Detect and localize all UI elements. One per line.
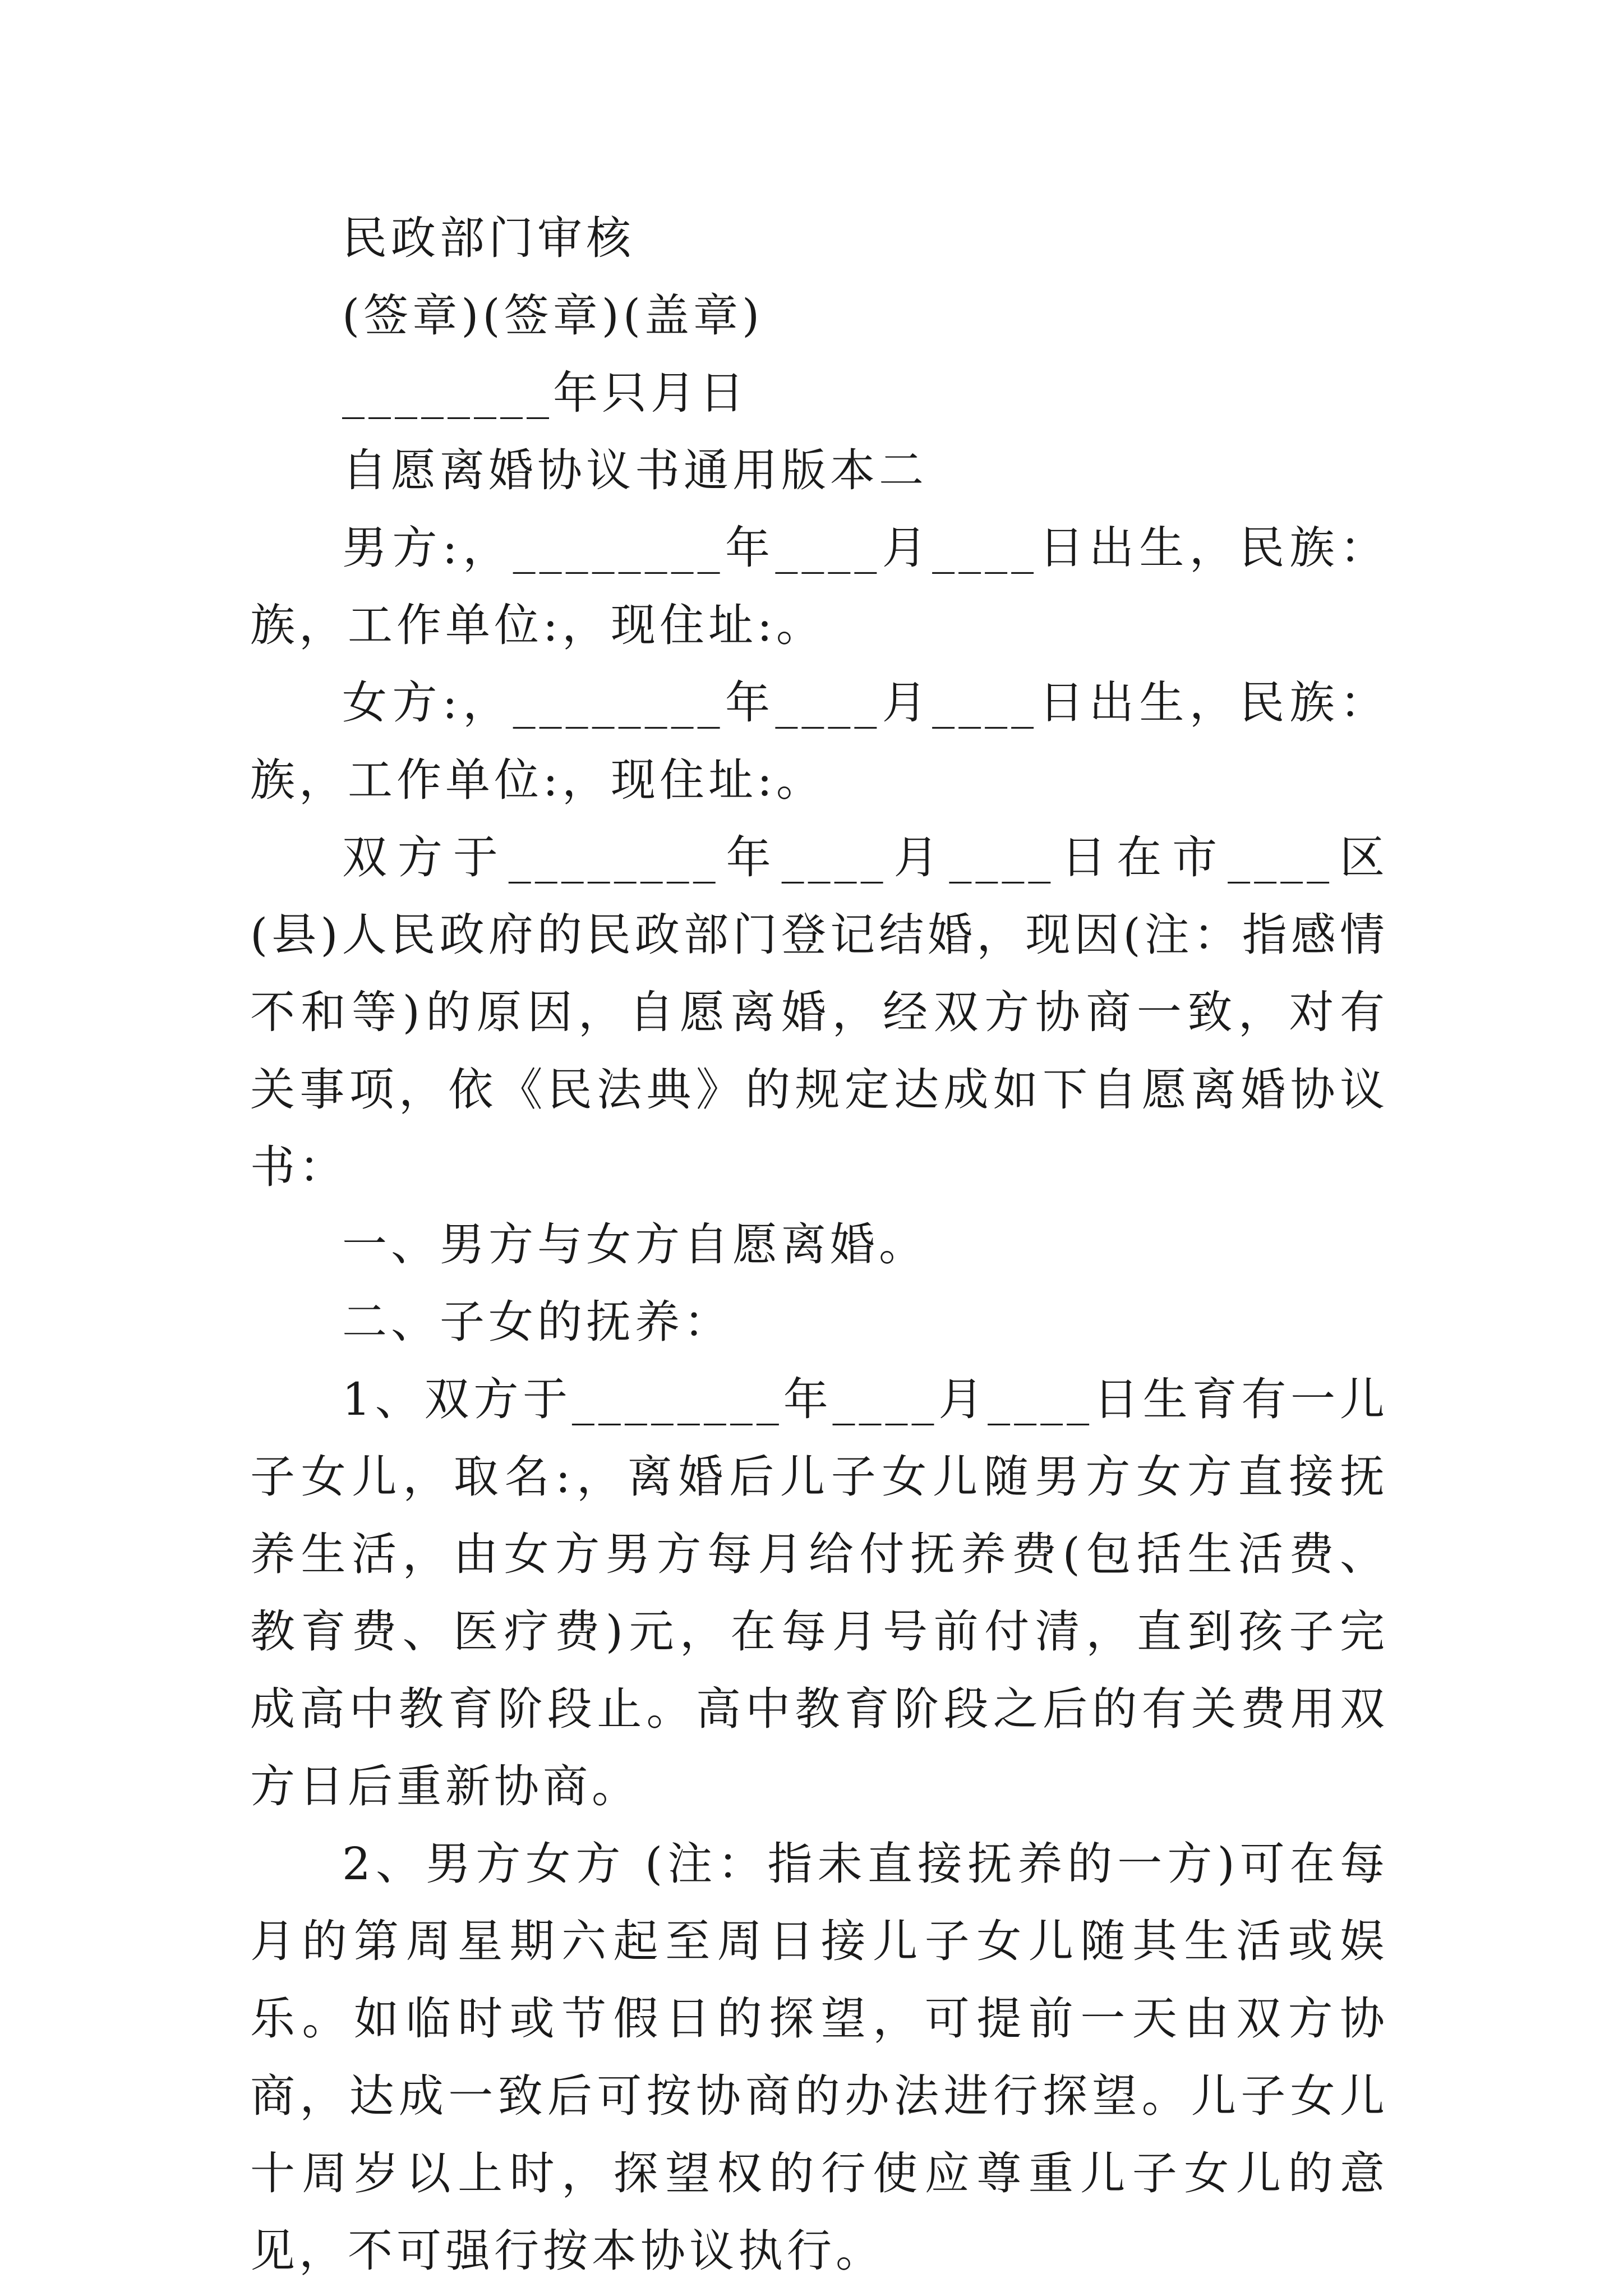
male-party-paragraph: 男方:，________年____月____日出生，民族：族，工作单位:，现住址:。 (250, 522, 1389, 651)
clause-2-item-2: 2、男方女方 (注：指未直接抚养的一方)可在每月的第周星期六起至周日接儿子女儿随其生活或娱乐。如临时或节假日的探望，可提前一天由双方协商，达成一致后可按协商的办法进行探望。儿子女儿十周岁以上时，探望权的行使应尊重儿子女儿的意见，不可强行按本协议执行。 (250, 1838, 1389, 2277)
approval-heading: 民政部门审核 (342, 212, 635, 264)
clause-2-item-1: 1、双方于________年____月____日生育有一儿子女儿，取名:，离婚后儿子女儿随男方女方直接抚养生活，由女方男方每月给付抚养费(包括生活费、教育费、医疗费)元，在每月号前付清，直到孩子完成高中教育阶段止。高中教育阶段之后的有关费用双方日后重新协商。 (250, 1373, 1389, 1812)
date-line: ________年只月日 (342, 367, 748, 419)
signature-line: (签章)(签章)(盖章) (342, 289, 764, 342)
clause-1: 一、男方与女方自愿离婚。 (342, 1218, 928, 1271)
female-party-paragraph: 女方:，________年____月____日出生，民族：族，工作单位:，现住址:。 (250, 677, 1389, 806)
clause-2-heading: 二、子女的抚养： (342, 1296, 732, 1348)
document-body (250, 200, 1389, 2290)
marriage-registration-paragraph: 双方于________年____月____日在市____区(县)人民政府的民政部门登记结婚，现因(注：指感情不和等)的原因，自愿离婚，经双方协商一致，对有关事项，依《民法典》的规定达成如下自愿离婚协议书： (250, 831, 1389, 1193)
document-title: 自愿离婚协议书通用版本二 (342, 444, 928, 496)
